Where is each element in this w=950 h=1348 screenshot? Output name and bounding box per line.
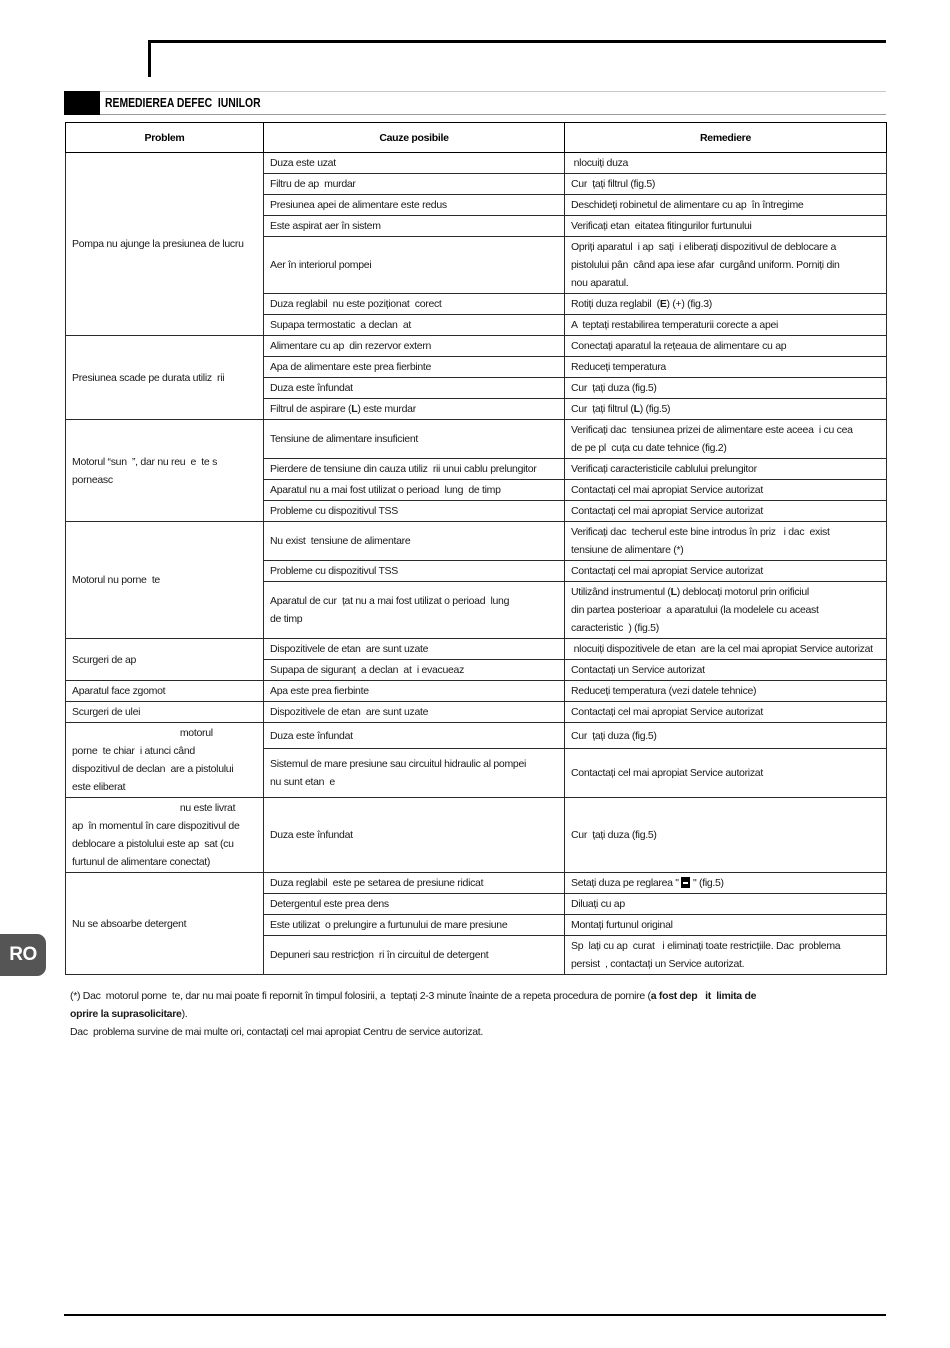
cause-cell: Detergentul este prea dens [264, 894, 565, 915]
problem-cell: Scurgeri de ap [66, 639, 264, 681]
remedy-cell: nlocuiți dispozitivele de etan are la cel mai apropiat Service autorizat [565, 639, 887, 660]
minus-setting-icon [681, 877, 690, 888]
problem-cell: Motorul “sun ”, dar nu reu e te s porneasc [66, 420, 264, 522]
section-top-rule [100, 91, 886, 92]
remedy-cell: Verificați dac tensiunea prizei de alimentare este aceea i cu cea de pe pl cuța cu date tehnice (fig.2) [565, 420, 887, 459]
remedy-cell: Verificați caracteristicile cablului prelungitor [565, 459, 887, 480]
text-run: Filtrul de aspirare ( [270, 403, 352, 415]
text-run: Setați duza pe reglarea " [571, 877, 682, 889]
table-row [66, 798, 887, 873]
problem-cell: Aparatul face zgomot [66, 681, 264, 702]
remedy-cell: Contactați un Service autorizat [565, 660, 887, 681]
remedy-cell: Montați furtunul original [565, 915, 887, 936]
remedy-cell [565, 873, 887, 894]
cause-cell: Dispozitivele de etan are sunt uzate [264, 639, 565, 660]
table-body [66, 153, 887, 975]
remedy-cell: Diluați cu ap [565, 894, 887, 915]
problem-cell: motorul porne te chiar i atunci când dispozitivul de declan are a pistolului este eliberat [66, 723, 264, 798]
bold-text: E [659, 298, 667, 310]
remedy-cell: Conectați aparatul la rețeaua de alimentare cu ap [565, 336, 887, 357]
language-tab: RO [0, 934, 46, 976]
remedy-cell [565, 399, 887, 420]
cause-cell: Duza este înfundat [264, 798, 565, 873]
table-row [66, 639, 887, 660]
bottom-rule [64, 1314, 886, 1316]
remedy-cell: Reduceți temperatura [565, 357, 887, 378]
cause-cell: Filtru de ap murdar [264, 174, 565, 195]
remedy-cell: Contactați cel mai apropiat Service autorizat [565, 749, 887, 798]
cause-cell: Duza este înfundat [264, 723, 565, 749]
problem-cell: Pompa nu ajunge la presiunea de lucru [66, 153, 264, 336]
remedy-cell: Contactați cel mai apropiat Service autorizat [565, 501, 887, 522]
cause-cell: Supapa de siguranț a declan at i evacueaz [264, 660, 565, 681]
cause-cell: Duza este înfundat [264, 378, 565, 399]
text-run: ) este murdar [357, 403, 416, 415]
cause-cell: Supapa termostatic a declan at [264, 315, 565, 336]
cause-cell: Probleme cu dispozitivul TSS [264, 501, 565, 522]
text-run: ) (fig.5) [639, 403, 671, 415]
text-run: " (fig.5) [690, 877, 724, 889]
problem-cell: Motorul nu porne te [66, 522, 264, 639]
text-run: Utilizând instrumentul ( [571, 586, 671, 598]
cause-cell [264, 399, 565, 420]
table-row [66, 336, 887, 357]
problem-cell: Presiunea scade pe durata utiliz rii [66, 336, 264, 420]
header-remedy: Remediere [565, 123, 887, 153]
remedy-cell: Contactați cel mai apropiat Service autorizat [565, 561, 887, 582]
text-run: Cur țați filtrul ( [571, 403, 634, 415]
cause-cell: Tensiune de alimentare insuficient [264, 420, 565, 459]
remedy-cell [565, 582, 887, 639]
bold-text: L [670, 586, 677, 598]
table-row [66, 681, 887, 702]
cause-cell: Aer în interiorul pompei [264, 237, 565, 294]
table-row [66, 873, 887, 894]
remedy-cell: Deschideți robinetul de alimentare cu ap în întregime [565, 195, 887, 216]
remedy-cell: Contactați cel mai apropiat Service autorizat [565, 480, 887, 501]
cause-cell: Duza reglabil nu este poziționat corect [264, 294, 565, 315]
cause-cell: Apa de alimentare este prea fierbinte [264, 357, 565, 378]
cause-cell: Pierdere de tensiune din cauza utiliz rii unui cablu prelungitor [264, 459, 565, 480]
remedy-cell: Contactați cel mai apropiat Service autorizat [565, 702, 887, 723]
cause-cell: Apa este prea fierbinte [264, 681, 565, 702]
header-causes: Cauze posibile [264, 123, 565, 153]
cause-cell: Presiunea apei de alimentare este redus [264, 195, 565, 216]
remedy-cell: Cur țați duza (fig.5) [565, 378, 887, 399]
header-problem: Problem [66, 123, 264, 153]
table-row [66, 522, 887, 561]
text-run: ). [181, 1008, 188, 1020]
remedy-cell: Opriți aparatul i ap sați i eliberați dispozitivul de deblocare a pistolului pân când apa iese afar curgând uniform. Porniți din nou aparatul. [565, 237, 887, 294]
remedy-cell: Verificați etan eitatea fitingurilor furtunului [565, 216, 887, 237]
cause-cell: Aparatul nu a mai fost utilizat o perioad lung de timp [264, 480, 565, 501]
cause-cell: Aparatul de cur țat nu a mai fost utilizat o perioad lung de timp [264, 582, 565, 639]
remedy-cell: Cur țați filtrul (fig.5) [565, 174, 887, 195]
text-run: ) deblocați motorul prin orificiul din partea posterioar a aparatului (la modelele cu aceast caracteristic ) (fig.5) [571, 586, 819, 634]
cause-cell: Dispozitivele de etan are sunt uzate [264, 702, 565, 723]
cause-cell: Este aspirat aer în sistem [264, 216, 565, 237]
remedy-cell: Sp lați cu ap curat i eliminați toate restricțiile. Dac problema persist , contactați un Service autorizat. [565, 936, 887, 975]
cause-cell: Duza este uzat [264, 153, 565, 174]
remedy-cell: Cur țați duza (fig.5) [565, 798, 887, 873]
bold-text: L [351, 403, 358, 415]
troubleshooting-table [65, 122, 887, 975]
table-row [66, 723, 887, 749]
problem-cell: nu este livrat ap în momentul în care dispozitivul de deblocare a pistolului este ap sat (cu furtunul de alimentare conectat) [66, 798, 264, 873]
bold-text: a fost dep it limita de oprire la suprasolicitare [70, 990, 757, 1020]
remedy-cell: Cur țați duza (fig.5) [565, 723, 887, 749]
problem-cell: Nu se absoarbe detergent [66, 873, 264, 975]
remedy-cell: Reduceți temperatura (vezi datele tehnice) [565, 681, 887, 702]
section-bottom-rule [100, 114, 886, 115]
cause-cell: Depuneri sau restricțion ri în circuitul de detergent [264, 936, 565, 975]
remedy-cell [565, 294, 887, 315]
cause-cell: Duza reglabil este pe setarea de presiune ridicat [264, 873, 565, 894]
text-run: Rotiți duza reglabil ( [571, 298, 660, 310]
cause-cell: Probleme cu dispozitivul TSS [264, 561, 565, 582]
cause-cell: Sistemul de mare presiune sau circuitul hidraulic al pompei nu sunt etan e [264, 749, 565, 798]
service-note: Dac problema survine de mai multe ori, contactați cel mai apropiat Centru de service autorizat. [70, 1026, 483, 1038]
remedy-cell: A teptați restabilirea temperaturii corecte a apei [565, 315, 887, 336]
cause-cell: Nu exist tensiune de alimentare [264, 522, 565, 561]
remedy-cell: nlocuiți duza [565, 153, 887, 174]
table-row [66, 702, 887, 723]
top-vertical-rule [148, 40, 151, 77]
problem-cell: Scurgeri de ulei [66, 702, 264, 723]
remedy-cell: Verificați dac techerul este bine introdus în priz i dac exist tensiune de alimentare (*) [565, 522, 887, 561]
table-row [66, 153, 887, 174]
cause-cell: Este utilizat o prelungire a furtunului de mare presiune [264, 915, 565, 936]
section-marker [64, 91, 100, 115]
cause-cell: Alimentare cu ap din rezervor extern [264, 336, 565, 357]
table-row [66, 420, 887, 459]
footnote [70, 987, 880, 1023]
table-header-row [66, 123, 887, 153]
top-horizontal-rule [149, 40, 886, 43]
text-run: ) (+) (fig.3) [666, 298, 712, 310]
text-run: (*) Dac motorul porne te, dar nu mai poate fi repornit în timpul folosirii, a teptați 2-3 minute înainte de a repeta procedura de pornire ( [70, 990, 651, 1002]
section-title: REMEDIEREA DEFEC IUNILOR [105, 95, 261, 110]
bold-text: L [633, 403, 640, 415]
